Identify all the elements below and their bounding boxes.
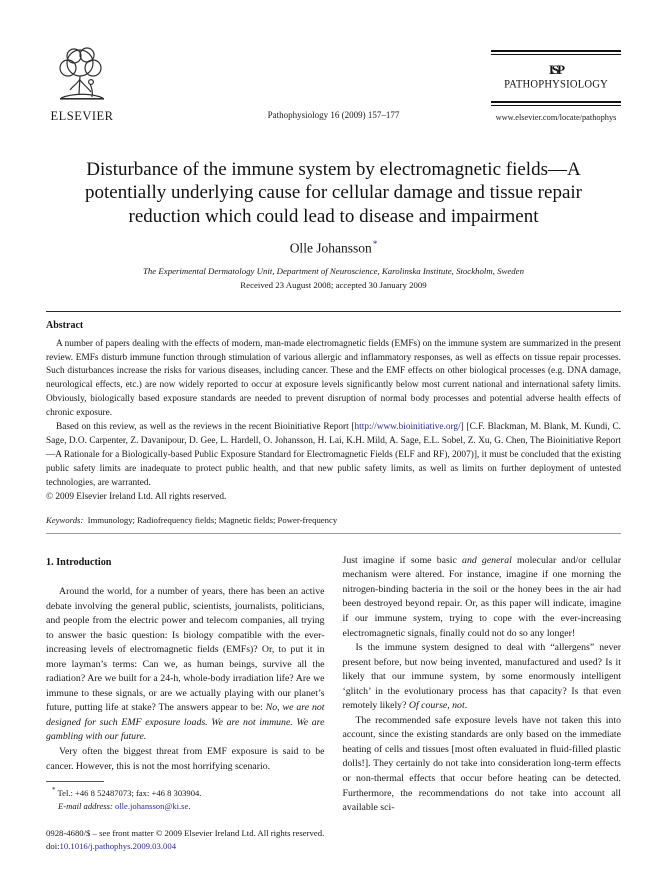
issn-line: 0928-4680/$ – see front matter © 2009 Elsevier Ireland Ltd. All rights reserved. [46,827,325,838]
section-1-heading: 1. Introduction [46,556,112,568]
page-header [46,46,621,132]
email-suffix: . [188,800,191,811]
journal-citation: Pathophysiology 16 (2009) 157–177 [267,110,400,120]
right-paragraph-1 [343,554,622,641]
right-p2-post: . [464,700,468,712]
abstract-paragraph-1: A number of papers dealing with the effects of modern, man-made electromagnetic fields (EMFs) on the immune system are summarized in the present review. EMFs disturb immune function through stimulation of various allergic and inflammatory responses, as well as effects on tissue repair processes. Such disturbances increase the risks for various diseases, including cancer. These and the EMF effects on other biological processes (e.g. DNA damage, neurological effects, etc.) are now widely reported to occur at exposure levels significantly below most current national and international safety limits. Obviously, biologically based exposure standards are needed to prevent disruption of normal body processes and potential adverse health effects of chronic exposure. [46,338,621,419]
email-label: E-mail address: [58,800,113,811]
abstract-p2-post: ] [C.F. Blackman, M. Blank, M. Kundi, C. Sage, D.O. Carpenter, Z. Davanipour, D. Gee, L. Hardell, O. Johansson, H. Lai, K.H. Mild, A. Sage, E.L. Sobel, Z. Xu, G. Chen, The Bioinitiative Report—A Rationale for a Biologically-based Public Exposure Standard for Electromagnetic Fields (ELF and RF), 2007)], it must be concluded that the existing public safety limits are inadequate to protect public health, and that new public safety limits, as well as limits on further deployment of untested technologies, are warranted. [46,422,621,488]
right-column [343,554,622,813]
keywords-line [46,515,621,525]
keywords-bottom-rule [46,533,621,534]
email-link[interactable]: olle.johansson@ki.se [114,800,189,811]
author-line [46,239,621,257]
abstract-top-rule [46,311,621,312]
masthead-top-rule [491,50,621,55]
footnote-email [46,800,325,813]
footnote-rule [46,781,104,782]
author-footnote [46,781,325,813]
intro-p1-text: Around the world, for a number of years, there has been an active debate involving the general public, scientists, journalists, politicians, and people from the electric power and telecom companies, all trying to answer the basic question: Is biology compatible with the ever-increasing levels of electromagnetic fields (EMFs)? Or, to put it in more layman’s terms: Can we, as human beings, survive all the radiation? Are we built for a 24-h, whole-body irradiation life? Are we immune to these signals, or are we actually playing with our planet’s future, putting life at stake? The answers appear to be: [46,585,325,714]
author-name: Olle Johansson [289,240,372,256]
right-p2-pre: Is the immune system designed to deal with “allergens” never present before, but now being invented, manufactured and used? Is it likely that our immune system, by some enormously intelligent ‘glitch’ in the evolutionary process has that capacity? Is that even remotely likely? [342,642,621,712]
footnote-tel-text: Tel.: +46 8 52487073; fax: +46 8 303904. [57,788,202,799]
doi-link[interactable]: 10.1016/j.pathophys.2009.03.004 [59,840,177,851]
page-footer [46,827,621,853]
masthead-bottom-rule [491,101,621,106]
doi-label: doi: [46,840,60,851]
journal-url[interactable]: www.elsevier.com/locate/pathophys [495,113,617,122]
abstract-heading: Abstract [46,319,84,331]
isp-monogram-icon: ISP [548,62,564,77]
author-footnote-mark[interactable]: * [372,239,378,250]
intro-paragraph-1 [46,585,325,745]
right-paragraph-3: The recommended safe exposure levels have not taken this into account, since the existing standards are only based on the immediate heating of cells and tissues [most often evaluated in fluid-filled plastic dolls!]. They certainly do not take into consideration long-term effects or non-thermal effects that occur before heating can be detected. Furthermore, the recommendations do not take into account all available sci- [342,714,621,814]
abstract-section [46,320,621,525]
received-dates: Received 23 August 2008; accepted 30 January 2009 [240,279,427,290]
publisher-name: ELSEVIER [50,109,114,123]
elsevier-tree-icon [46,46,118,108]
footnote-star: * [52,786,56,795]
intro-p1-italic: No, we are not designed for such EMF exposure loads. We are not immune. We are gambling with our future. [46,702,325,743]
footnote-tel [46,785,325,800]
right-p1-pre: Just imagine if some basic [342,554,463,566]
intro-paragraph-2: Very often the biggest threat from EMF exposure is said to be cancer. However, this is not the most horrifying scenario. [46,745,325,772]
abstract-paragraph-2 [46,421,621,491]
journal-name: PATHOPHYSIOLOGY [504,78,608,91]
article-title: Disturbance of the immune system by electromagnetic fields—A potentially underlying cause for cellular damage and tissue repair reduction which could lead to disease and impairment [85,159,582,227]
bioinitiative-link[interactable]: http://www.bioinitiative.org/ [354,422,461,433]
body-columns [46,554,621,813]
right-paragraph-2 [343,641,622,714]
right-p1-italic: and general [462,554,512,566]
author-affiliation: The Experimental Dermatology Unit, Department of Neuroscience, Karolinska Institute, Stockholm, Sweden [143,265,524,276]
keywords-label: Keywords: [46,514,84,525]
keywords-list: Immunology; Radiofrequency fields; Magnetic fields; Power-frequency [87,514,338,525]
right-p2-italic: Of course, not [408,700,465,712]
doi-line [46,840,621,853]
left-column [46,554,325,813]
copyright-line: © 2009 Elsevier Ireland Ltd. All rights reserved. [46,491,227,502]
journal-masthead [491,50,621,122]
right-p1-post: molecular and/or cellular mechanism were altered. For instance, imagine if one morning the nitrogen-binding bacteria in the soil or the honey bees in the air had been destroyed beyond repair. Or, as this paper will indicate, imagine if our immune system, trying to cope with the ever-increasing electromagnetic signals, finally could not do so any longer! [342,554,621,639]
abstract-p2-pre: Based on this review, as well as the reviews in the recent Bioinitiative Report [ [56,422,355,433]
